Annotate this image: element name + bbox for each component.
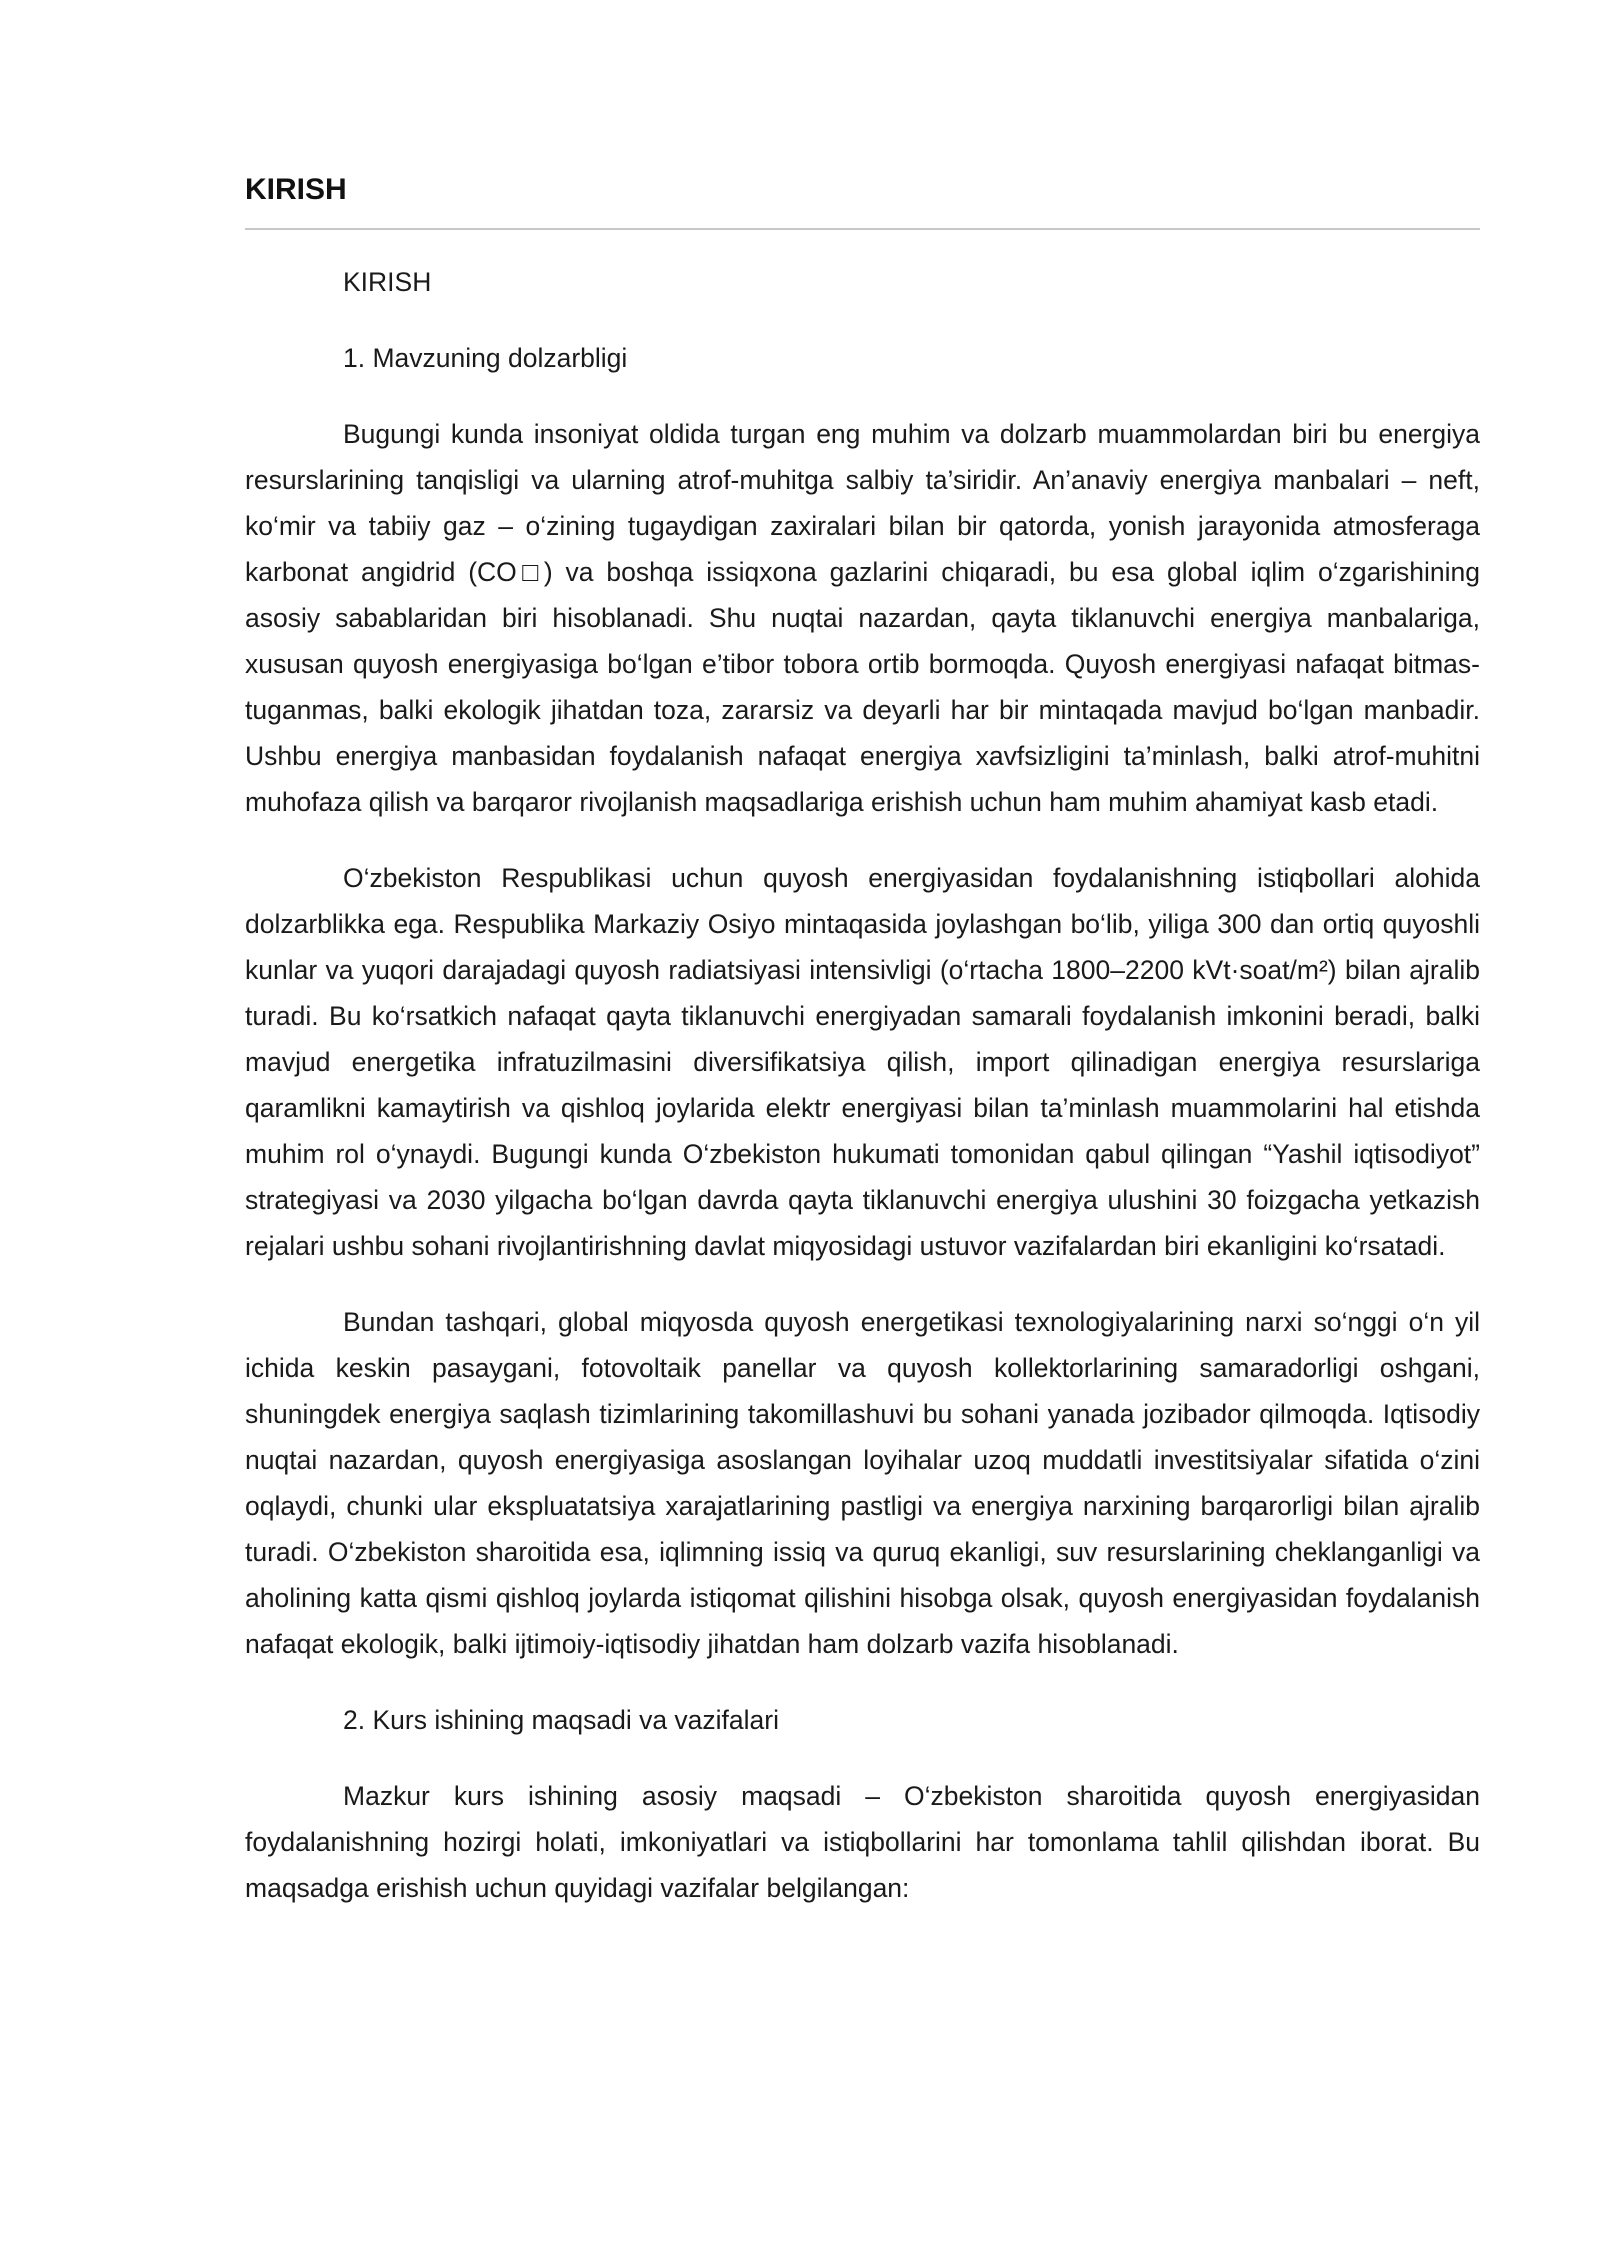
- paragraph-2: O‘zbekiston Respublikasi uchun quyosh energiyasidan foydalanishning istiqbollari alohida dolzarblikka ega. Respublika Markaziy Osiyo mintaqasida joylashgan bo‘lib, yiliga 300 dan ortiq quyoshli kunlar va yuqori darajadagi quyosh radiatsiyasi intensivligi (o‘rtacha 1800–2200 kVt·soat/m²) bilan ajralib turadi. Bu ko‘rsatkich nafaqat qayta tiklanuvchi energiyadan samarali foydalanish imkonini beradi, balki mavjud energetika infratuzilmasini diversifikatsiya qilish, import qilinadigan energiya resurslariga qaramlikni kamaytirish va qishloq joylarida elektr energiyasi bilan ta’minlash muammolarini hal etishda muhim rol o‘ynaydi. Bugungi kunda O‘zbekiston hukumati tomonidan qabul qilingan “Yashil iqtisodiyot” strategiyasi va 2030 yilgacha bo‘lgan davrda qayta tiklanuvchi energiya ulushini 30 foizgacha yetkazish rejalari ushbu sohani rivojlantirishning davlat miqyosidagi ustuvor vazifalardan biri ekanligini ko‘rsatadi.: [245, 863, 1480, 1261]
- section-1-title: 1. Mavzuning dolzarbligi: [343, 343, 628, 373]
- paragraph-1: Bugungi kunda insoniyat oldida turgan eng muhim va dolzarb muammolardan biri bu energiya resurslarining tanqisligi va ularning atrof-muhitga salbiy ta’siridir. An’anaviy energiya manbalari – neft, ko‘mir va tabiiy gaz – o‘zining tugaydigan zaxiralari bilan bir qatorda, yonish jarayonida atmosferaga karbonat angidrid (CO□) va boshqa issiqxona gazlarini chiqaradi, bu esa global iqlim o‘zgarishining asosiy sabablaridan biri hisoblanadi. Shu nuqtai nazardan, qayta tiklanuvchi energiya manbalariga, xususan quyosh energiyasiga bo‘lgan e’tibor tobora ortib bormoqda. Quyosh energiyasi nafaqat bitmas-tuganmas, balki ekologik jihatdan toza, zararsiz va deyarli har bir mintaqada mavjud bo‘lgan manbadir. Ushbu energiya manbasidan foydalanish nafaqat energiya xavfsizligini ta’minlash, balki atrof-muhitni muhofaza qilish va barqaror rivojlanish maqsadlariga erishish uchun ham muhim ahamiyat kasb etadi.: [245, 419, 1480, 817]
- document-body: [245, 259, 1480, 1911]
- paragraph-4: Mazkur kurs ishining asosiy maqsadi – O‘zbekiston sharoitida quyosh energiyasidan foydalanishning hozirgi holati, imkoniyatlari va istiqbollarini har tomonlama tahlil qilishdan iborat. Bu maqsadga erishish uchun quyidagi vazifalar belgilangan:: [245, 1781, 1480, 1903]
- heading-divider: [245, 228, 1480, 230]
- page-heading: KIRISH: [245, 173, 347, 206]
- section-2-title: 2. Kurs ishining maqsadi va vazifalari: [343, 1705, 779, 1735]
- document-subtitle: KIRISH: [343, 267, 432, 297]
- paragraph-3: Bundan tashqari, global miqyosda quyosh energetikasi texnologiyalarining narxi so‘nggi o‘n yil ichida keskin pasaygani, fotovoltaik panellar va quyosh kollektorlarining samaradorligi oshgani, shuningdek energiya saqlash tizimlarining takomillashuvi bu sohani yanada jozibador qilmoqda. Iqtisodiy nuqtai nazardan, quyosh energiyasiga asoslangan loyihalar uzoq muddatli investitsiyalar sifatida o‘zini oqlaydi, chunki ular ekspluatatsiya xarajatlarining pastligi va energiya narxining barqarorligi bilan ajralib turadi. O‘zbekiston sharoitida esa, iqlimning issiq va quruq ekanligi, suv resurslarining cheklanganligi va aholining katta qismi qishloq joylarda istiqomat qilishini hisobga olsak, quyosh energiyasidan foydalanish nafaqat ekologik, balki ijtimoiy-iqtisodiy jihatdan ham dolzarb vazifa hisoblanadi.: [245, 1307, 1480, 1659]
